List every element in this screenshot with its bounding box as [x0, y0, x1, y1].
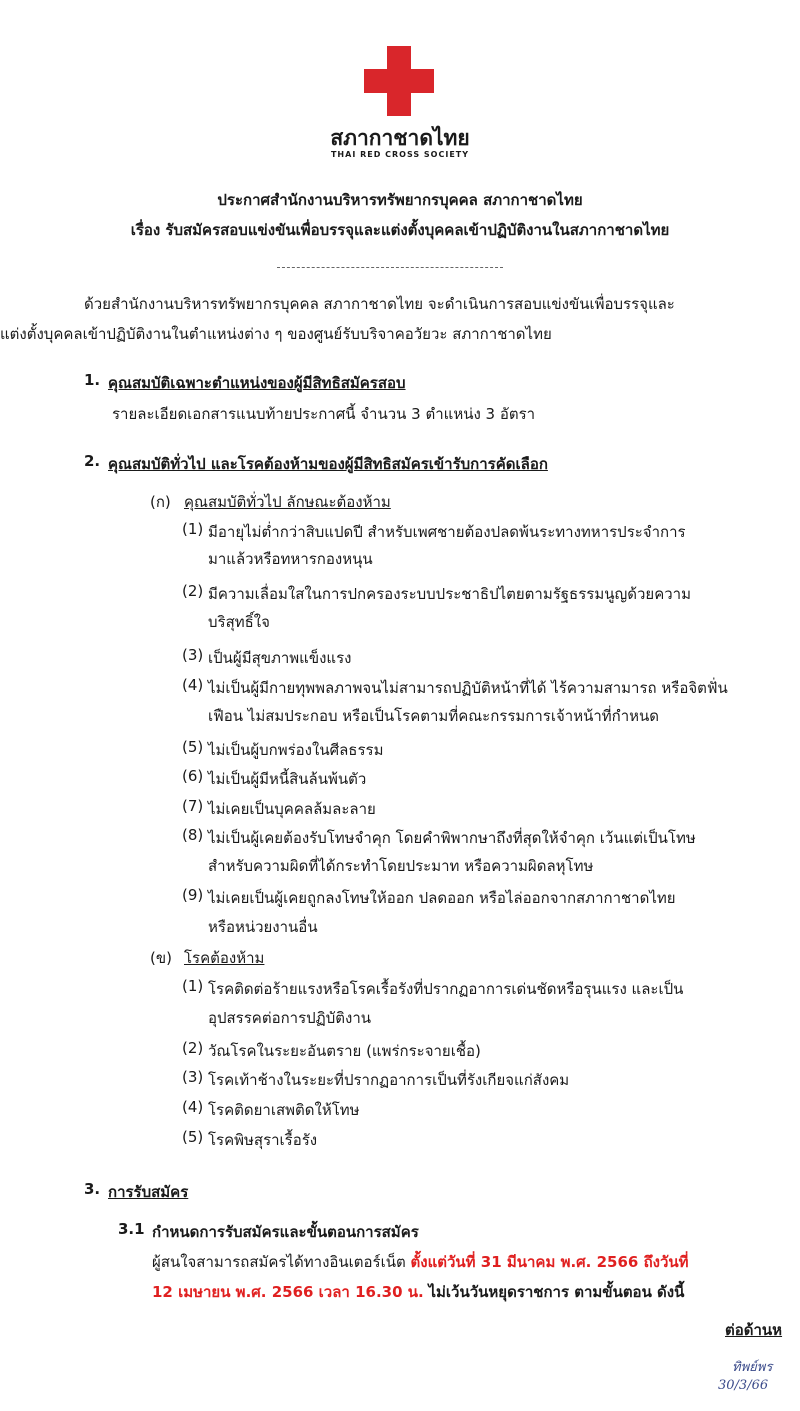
- item-number: (6): [182, 767, 204, 785]
- application-start-date: ตั้งแต่วันที่ 31 มีนาคม พ.ศ. 2566 ถึงวันที่: [410, 1253, 689, 1271]
- application-period-line-1: [152, 1250, 689, 1274]
- subsection-3-1-number: 3.1: [118, 1220, 145, 1238]
- item-text: ไม่เป็นผู้เคยต้องรับโทษจำคุก โดยคำพิพากษาถึงที่สุดให้จำคุก เว้นแต่เป็นโทษ: [208, 829, 696, 847]
- item-number: (2): [182, 582, 204, 600]
- section-3-number: 3.: [84, 1180, 101, 1198]
- item-text: ไม่เป็นผู้บกพร่องในศีลธรรม: [208, 741, 384, 759]
- section-2-title: คุณสมบัติทั่วไป และโรคต้องห้ามของผู้มีสิทธิสมัครเข้ารับการคัดเลือก: [108, 455, 548, 473]
- item-text: ไม่เป็นผู้มีหนี้สินล้นพ้นตัว: [208, 770, 367, 788]
- application-note: ไม่เว้นวันหยุดราชการ ตามขั้นตอน ดังนี้: [428, 1283, 685, 1301]
- subsection-a-title: คุณสมบัติทั่วไป ลักษณะต้องห้าม: [184, 493, 391, 511]
- item-number: (1): [182, 520, 204, 538]
- item-number: (4): [182, 1098, 204, 1116]
- item-text: โรคติดต่อร้ายแรงหรือโรคเรื้อรังที่ปรากฏอาการเด่นชัดหรือรุนแรง และเป็น: [208, 980, 684, 998]
- intro-line-1: ด้วยสำนักงานบริหารทรัพยากรบุคคล สภากาชาดไทย จะดำเนินการสอบแข่งขันเพื่อบรรจุและ: [84, 295, 675, 313]
- item-text: มาแล้วหรือทหารกองหนุน: [208, 550, 373, 568]
- item-text: ไม่เคยเป็นบุคคลล้มละลาย: [208, 800, 376, 818]
- divider: [277, 267, 503, 268]
- signature: ทิพย์พร: [732, 1360, 773, 1375]
- item-number: (8): [182, 826, 204, 844]
- item-number: (2): [182, 1039, 204, 1057]
- item-text: สำหรับความผิดที่ได้กระทำโดยประมาท หรือความผิดลหุโทษ: [208, 857, 594, 875]
- section-1-title: คุณสมบัติเฉพาะตำแหน่งของผู้มีสิทธิสมัครสอบ: [108, 374, 406, 392]
- application-period-line-2: [152, 1280, 684, 1304]
- item-number: (1): [182, 977, 204, 995]
- item-text: โรคติดยาเสพติดให้โทษ: [208, 1101, 360, 1119]
- application-text: ผู้สนใจสามารถสมัครได้ทางอินเตอร์เน็ต: [152, 1253, 406, 1271]
- item-text: โรคพิษสุราเรื้อรัง: [208, 1131, 318, 1149]
- item-text: บริสุทธิ์ใจ: [208, 613, 270, 631]
- item-text: ไม่เป็นผู้มีกายทุพพลภาพจนไม่สามารถปฏิบัติหน้าที่ได้ ไร้ความสามารถ หรือจิตฟั่น: [208, 679, 728, 697]
- item-text: อุปสรรคต่อการปฏิบัติงาน: [208, 1009, 372, 1027]
- item-number: (5): [182, 738, 204, 756]
- item-number: (7): [182, 797, 204, 815]
- section-2-number: 2.: [84, 452, 101, 470]
- section-1-number: 1.: [84, 371, 101, 389]
- item-text: เป็นผู้มีสุขภาพแข็งแรง: [208, 649, 352, 667]
- subsection-b-title: โรคต้องห้าม: [184, 949, 265, 967]
- item-text: ไม่เคยเป็นผู้เคยถูกลงโทษให้ออก ปลดออก หรือไล่ออกจากสภากาชาดไทย: [208, 889, 676, 907]
- signature-date: 30/3/66: [718, 1378, 769, 1393]
- item-text: หรือหน่วยงานอื่น: [208, 918, 318, 936]
- item-text: โรคเท้าช้างในระยะที่ปรากฏอาการเป็นที่รังเกียจแก่สังคม: [208, 1071, 570, 1089]
- announcement-subject: เรื่อง รับสมัครสอบแข่งขันเพื่อบรรจุและแต่งตั้งบุคคลเข้าปฏิบัติงานในสภากาชาดไทย: [130, 221, 670, 239]
- section-3-title: การรับสมัคร: [108, 1183, 189, 1201]
- item-number: (5): [182, 1128, 204, 1146]
- item-text: มีอายุไม่ต่ำกว่าสิบแปดปี สำหรับเพศชายต้องปลดพ้นระทางทหารประจำการ: [208, 523, 686, 541]
- item-text: มีความเลื่อมใสในการปกครองระบบประชาธิปไตยตามรัฐธรรมนูญด้วยความ: [208, 585, 691, 603]
- announcement-title: ประกาศสำนักงานบริหารทรัพยากรบุคคล สภากาชาดไทย: [217, 191, 583, 209]
- item-number: (3): [182, 1068, 204, 1086]
- continue-next-page: ต่อด้านห: [725, 1321, 783, 1339]
- org-name-english: THAI RED CROSS SOCIETY: [330, 150, 470, 159]
- item-number: (9): [182, 886, 204, 904]
- application-end-date: 12 เมษายน พ.ศ. 2566 เวลา 16.30 น.: [152, 1283, 424, 1301]
- item-number: (3): [182, 646, 204, 664]
- subsection-3-1-title: กำหนดการรับสมัครและขั้นตอนการสมัคร: [152, 1223, 419, 1241]
- item-number: (4): [182, 676, 204, 694]
- item-text: วัณโรคในระยะอันตราย (แพร่กระจายเชื้อ): [208, 1042, 481, 1060]
- item-text: เฟือน ไม่สมประกอบ หรือเป็นโรคตามที่คณะกรรมการเจ้าหน้าที่กำหนด: [208, 707, 660, 725]
- subsection-b-label: (ข): [150, 949, 172, 967]
- subsection-a-label: (ก): [150, 493, 171, 511]
- org-name-thai: สภากาชาดไทย: [330, 126, 470, 150]
- red-cross-logo: [364, 46, 434, 116]
- section-1-body: รายละเอียดเอกสารแนบท้ายประกาศนี้ จำนวน 3 ตำแหน่ง 3 อัตรา: [112, 405, 536, 423]
- intro-line-2: แต่งตั้งบุคคลเข้าปฏิบัติงานในตำแหน่งต่าง ๆ ของศูนย์รับบริจาคอวัยวะ สภากาชาดไทย: [0, 325, 552, 343]
